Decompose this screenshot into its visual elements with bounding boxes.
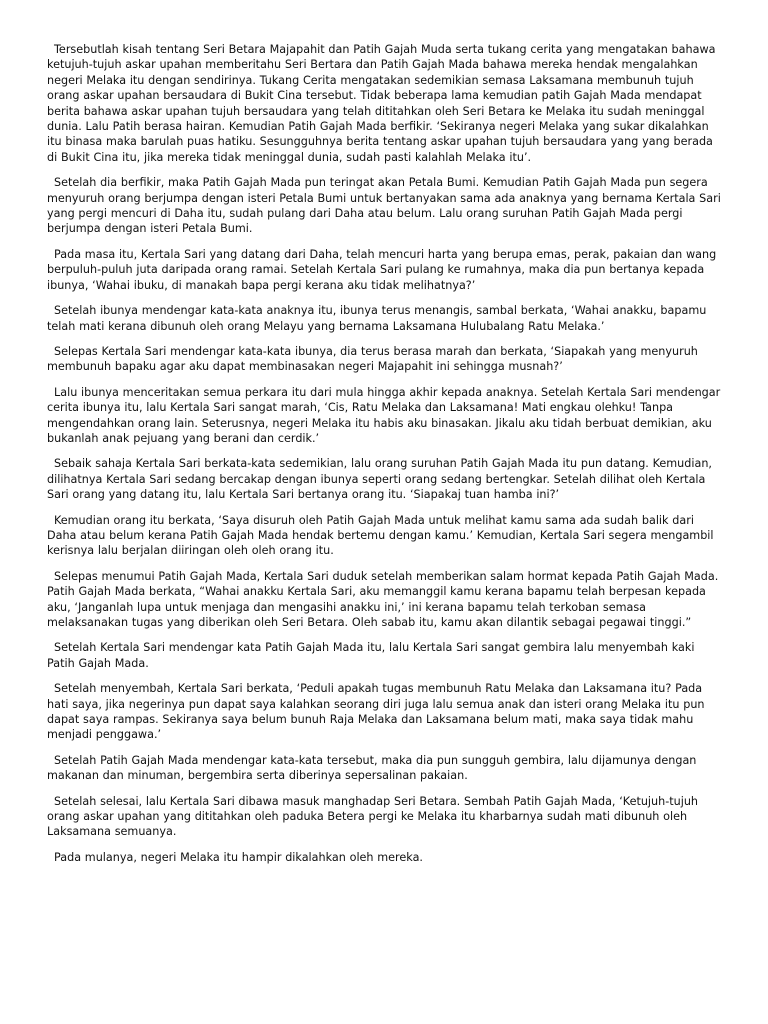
- paragraph-13: Setelah selesai, lalu Kertala Sari dibawa masuk manghadap Seri Betara. Sembah Patih Gajah Mada, ‘Ketujuh-tujuh orang askar upahan yang dititahkan oleh paduka Betera pergi ke Melaka itu kharbarnya sudah mati dibunuh oleh Laksamana semuanya.: [47, 794, 699, 839]
- paragraph-14: Pada mulanya, negeri Melaka itu hampir dikalahkan oleh mereka.: [54, 850, 423, 864]
- paragraph-2: Setelah dia berfikir, maka Patih Gajah Mada pun teringat akan Petala Bumi. Kemudian Patih Gajah Mada pun segera menyuruh orang berjumpa dengan isteri Petala Bumi untuk bertanyakan sama ada anaknya yang bernama Kertala Sari yang pergi mencuri di Daha itu, sudah pulang dari Daha atau belum. Lalu orang suruhan Patih Gajah Mada pergi berjumpa dengan isteri Petala Bumi.: [47, 176, 721, 236]
- document-page: [47, 42, 723, 875]
- paragraph-9: Selepas menumui Patih Gajah Mada, Kertala Sari duduk setelah memberikan salam hormat kepada Patih Gajah Mada. Patih Gajah Mada berkata, “Wahai anakku Kertala Sari, aku memanggil kamu kerana bapamu telah berpesan kepada aku, ‘Janganlah lupa untuk menjaga dan mengasihi anakku ini,’ ini kerana bapamu telah terkoban semasa melaksanakan tugas yang diberikan oleh Seri Betara. Oleh sabab itu, kamu akan dilantik sebagai pegawai tinggi.”: [47, 569, 719, 629]
- paragraph-3: Pada masa itu, Kertala Sari yang datang dari Daha, telah mencuri harta yang berupa emas, perak, pakaian dan wang berpuluh-puluh juta daripada orang ramai. Setelah Kertala Sari pulang ke rumahnya, maka dia pun bertanya kepada ibunya, ‘Wahai ibuku, di manakah bapa pergi kerana aku tidak melihatnya?’: [47, 247, 717, 292]
- paragraph-6: Lalu ibunya menceritakan semua perkara itu dari mula hingga akhir kepada anaknya. Setelah Kertala Sari mendengar cerita ibunya itu, lalu Kertala Sari sangat marah, ‘Cis, Ratu Melaka dan Laksamana! Mati engkau olehku! Tanpa mengendahkan orang lain. Seterusnya, negeri Melaka itu habis aku binasakan. Jikalu aku tidah berbuat demikian, aku bukanlah anak pejuang yang berani dan cerdik.’: [47, 385, 721, 445]
- paragraph-10: Setelah Kertala Sari mendengar kata Patih Gajah Mada itu, lalu Kertala Sari sangat gembira lalu menyembah kaki Patih Gajah Mada.: [47, 641, 695, 670]
- paragraph-8: Kemudian orang itu berkata, ‘Saya disuruh oleh Patih Gajah Mada untuk melihat kamu sama ada sudah balik dari Daha atau belum kerana Patih Gajah Mada hendak bertemu dengan kamu.’ Kemudian, Kertala Sari segera mengambil kerisnya lalu berjalan diiringan oleh oleh orang itu.: [47, 513, 714, 558]
- paragraph-7: Sebaik sahaja Kertala Sari berkata-kata sedemikian, lalu orang suruhan Patih Gajah Mada itu pun datang. Kemudian, dilihatnya Kertala Sari sedang bercakap dengan ibunya seperti orang sedang bertengkar. Setelah dilihat oleh Kertala Sari orang yang datang itu, lalu Kertala Sari bertanya orang itu. ‘Siapakaj tuan hamba ini?’: [47, 457, 712, 502]
- paragraph-11: Setelah menyembah, Kertala Sari berkata, ‘Peduli apakah tugas membunuh Ratu Melaka dan Laksamana itu? Pada hati saya, jika negerinya pun dapat saya kalahkan seorang diri juga lalu semua anak dan isteri orang Melaka itu pun dapat saya rampas. Sekiranya saya belum bunuh Raja Melaka dan Laksamana belum mati, maka saya tidak mahu menjadi penggawa.’: [47, 682, 705, 742]
- paragraph-1: Tersebutlah kisah tentang Seri Betara Majapahit dan Patih Gajah Muda serta tukang cerita yang mengatakan bahawa ketujuh-tujuh askar upahan memberitahu Seri Bertara dan Patih Gajah Mada bahawa mereka hendak mengalahkan negeri Melaka itu dengan sendirinya. Tukang Cerita mengatakan sedemikian semasa Laksamana membunuh tujuh orang askar upahan bersaudara di Bukit Cina tersebut. Tidak beberapa lama kemudian patih Gajah Mada mendapat berita bahawa askar upahan tujuh bersaudara yang telah dititahkan oleh Seri Betara ke Melaka itu sudah meninggal dunia. Lalu Patih berasa hairan. Kemudian Patih Gajah Mada berfikir. ‘Sekiranya negeri Melaka yang sukar dikalahkan itu binasa maka barulah puas hatiku. Sesungguhnya berita tentang askar upahan tujuh bersaudara yang yang berada di Bukit Cina itu, jika mereka tidak meninggal dunia, sudah pasti kalahlah Melaka itu’.: [47, 43, 716, 164]
- paragraph-12: Setelah Patih Gajah Mada mendengar kata-kata tersebut, maka dia pun sungguh gembira, lalu dijamunya dengan makanan dan minuman, bergembira serta diberinya sepersalinan pakaian.: [47, 753, 697, 783]
- paragraph-4: Setelah ibunya mendengar kata-kata anaknya itu, ibunya terus menangis, sambal berkata, ‘Wahai anakku, bapamu telah mati kerana dibunuh oleh orang Melayu yang bernama Laksamana Hulubalang Ratu Melaka.’: [47, 304, 707, 333]
- paragraph-5: Selepas Kertala Sari mendengar kata-kata ibunya, dia terus berasa marah dan berkata, ‘Siapakah yang menyuruh membunuh bapaku agar aku dapat membinasakan negeri Majapahit ini sehingga musnah?’: [47, 344, 698, 374]
